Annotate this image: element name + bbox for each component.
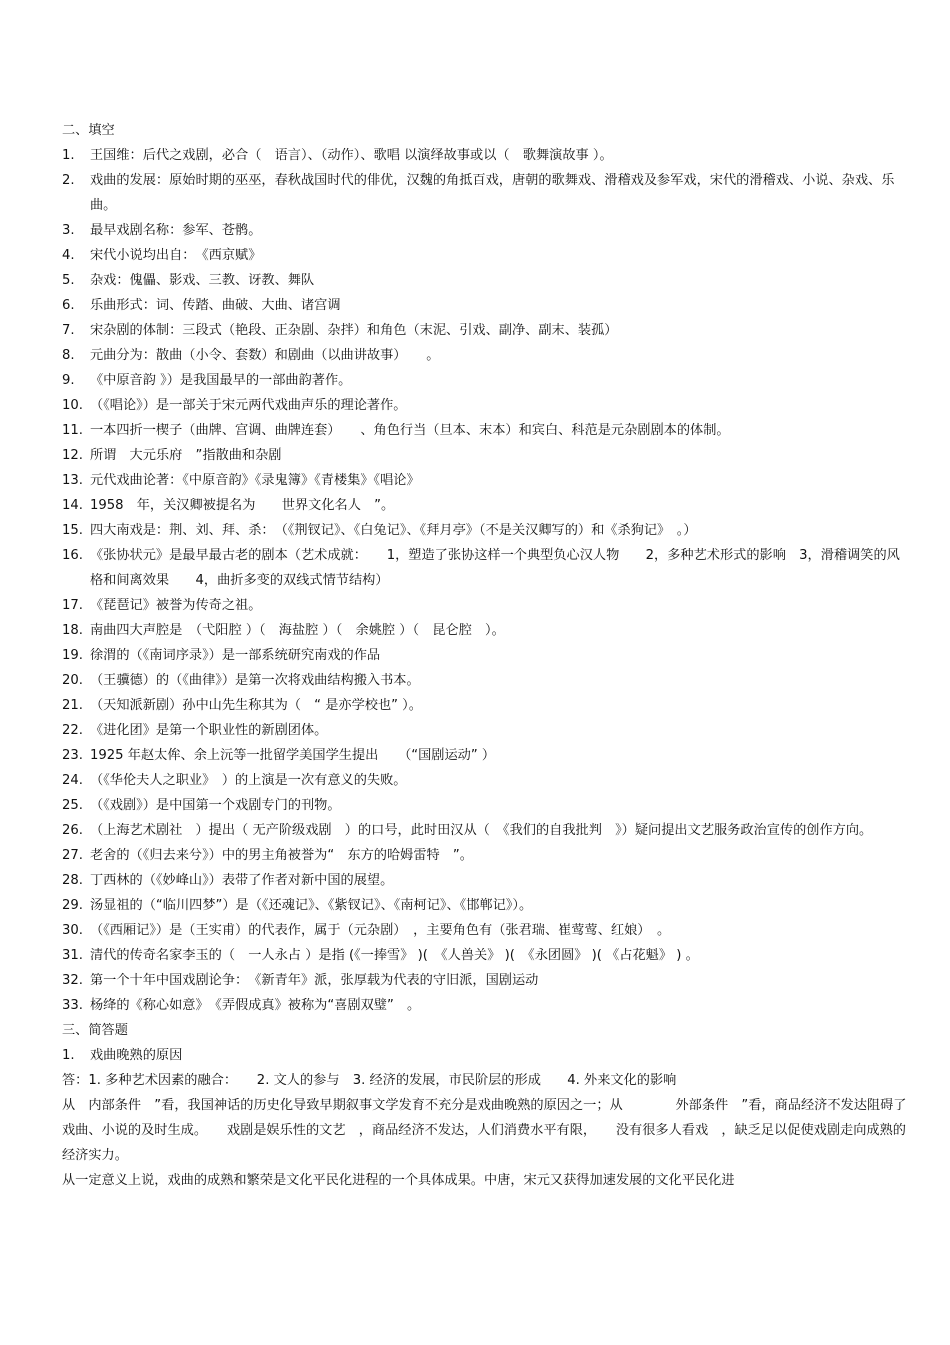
list-item [62, 843, 912, 868]
list-item [62, 268, 912, 293]
list-item [62, 293, 912, 318]
item-text: （天知派新剧）孙中山先生称其为（ “ 是亦学校也” ）。 [90, 698, 422, 713]
item-number: 15. [62, 523, 83, 538]
list-item [62, 768, 912, 793]
item-text: （《戏剧》）是中国第一个戏剧专门的刊物。 [90, 798, 341, 813]
item-number: 33. [62, 998, 83, 1013]
list-item [62, 243, 912, 268]
item-text: 杨绛的《称心如意》 《弄假成真》被称为“喜剧双璧” 。 [90, 998, 421, 1013]
item-number: 8. [62, 348, 75, 363]
list-item [62, 618, 912, 643]
item-number: 22. [62, 723, 83, 738]
item-number: 20. [62, 673, 83, 688]
list-item [62, 318, 912, 343]
item-number: 21. [62, 698, 83, 713]
item-text: 老舍的（《归去来兮》）中的男主角被誉为“ 东方的哈姆雷特 ”。 [90, 848, 473, 863]
item-text: （《唱论》）是一部关于宋元两代戏曲声乐的理论著作。 [90, 398, 407, 413]
item-number: 4. [62, 248, 75, 263]
item-text: 最早戏剧名称：参军、苍鹘。 [90, 223, 262, 238]
list-item [62, 818, 912, 843]
list-item [62, 943, 912, 968]
item-text: （上海艺术剧社 ）提出（ 无产阶级戏剧 ）的口号，此时田汉从（ 《我们的自我批判 》）疑问提出文艺服务政治宣传的创作方向。 [90, 823, 873, 838]
list-item [62, 993, 912, 1018]
item-text: （《西厢记》）是（王实甫）的代表作，属于（元杂剧） ，主要角色有（张君瑞、崔莺莺、红娘） 。 [90, 923, 671, 938]
item-text: 汤显祖的（“临川四梦”）是（《还魂记》、《紫钗记》、《南柯记》、《邯郸记》）。 [90, 898, 533, 913]
list-item [62, 918, 912, 943]
item-text: 一本四折一楔子（曲牌、宫调、曲牌连套） 、角色行当（旦本、末本）和宾白、科范是元杂剧剧本的体制。 [90, 423, 730, 438]
item-number: 18. [62, 623, 83, 638]
item-number: 10. [62, 398, 83, 413]
list-item [62, 643, 912, 668]
item-number: 5. [62, 273, 75, 288]
item-text: 《张协状元》是最早最古老的剧本（艺术成就： 1，塑造了张协这样一个典型负心汉人物 2，多种艺术形式的影响 3，滑稽调笑的风格和间离效果 4，曲折多变的双线式情节结构） [90, 548, 900, 588]
list-item [62, 518, 912, 543]
question-number: 1. [62, 1048, 75, 1063]
list-item [62, 743, 912, 768]
item-number: 31. [62, 948, 83, 963]
item-text: 《中原音韵 》）是我国最早的一部曲韵著作。 [90, 373, 352, 388]
question-text: 戏曲晚熟的原因 [90, 1048, 183, 1063]
item-number: 30. [62, 923, 83, 938]
list-item [62, 793, 912, 818]
list-item [62, 668, 912, 693]
list-item [62, 968, 912, 993]
item-number: 6. [62, 298, 75, 313]
list-item [62, 418, 912, 443]
list-item [62, 218, 912, 243]
item-text: 1958 年，关汉卿被提名为 世界文化名人 ”。 [90, 498, 395, 513]
item-text: 元曲分为：散曲（小令、套数）和剧曲（以曲讲故事） 。 [90, 348, 440, 363]
list-item [62, 343, 912, 368]
item-text: 徐渭的（《南词序录》）是一部系统研究南戏的作品 [90, 648, 381, 663]
list-item [62, 393, 912, 418]
list-item [62, 693, 912, 718]
list-item [62, 493, 912, 518]
item-number: 9. [62, 373, 75, 388]
section-heading-short-answer: 三、简答题 [62, 1023, 128, 1038]
item-number: 28. [62, 873, 83, 888]
item-text: （王骥德）的（《曲律》）是第一次将戏曲结构搬入书本。 [90, 673, 420, 688]
list-item [62, 718, 912, 743]
list-item [62, 168, 912, 218]
document-content [62, 118, 912, 1193]
fill-in-list [62, 143, 912, 1018]
item-number: 24. [62, 773, 83, 788]
item-number: 26. [62, 823, 83, 838]
answer-paragraph-2: 从一定意义上说，戏曲的成熟和繁荣是文化平民化进程的一个具体成果。中唐，宋元又获得加速发展的文化平民化进 [62, 1173, 735, 1188]
item-number: 16. [62, 548, 83, 563]
item-number: 1. [62, 148, 75, 163]
item-text: 乐曲形式：词、传踏、曲破、大曲、诸宫调 [90, 298, 341, 313]
item-text: 宋代小说均出自： 《西京赋》 [90, 248, 262, 263]
item-text: 元代戏曲论著：《中原音韵》《录鬼簿》《青楼集》《唱论》 [90, 473, 420, 488]
answer-paragraph-1: 从 内部条件 ”看，我国神话的历史化导致早期叙事文学发育不充分是戏曲晚熟的原因之一；从 外部条件 ”看，商品经济不发达阻碍了戏曲、小说的及时生成。 戏剧是娱乐性的文艺 ，商品经济不发达，人们消费水平有限， 没有很多人看戏 ，缺乏足以促使戏剧走向成熟的经济实力。 [62, 1098, 907, 1163]
item-number: 14. [62, 498, 83, 513]
list-item [62, 593, 912, 618]
item-text: 所谓 大元乐府 ”指散曲和杂剧 [90, 448, 282, 463]
item-text: 戏曲的发展：原始时期的巫巫，春秋战国时代的俳优，汉魏的角抵百戏，唐朝的歌舞戏、滑稽戏及参军戏，宋代的滑稽戏、小说、杂戏、乐曲。 [90, 173, 895, 213]
item-text: （《华伦夫人之职业》 ）的上演是一次有意义的失败。 [90, 773, 407, 788]
item-text: 1925 年赵太侔、余上沅等一批留学美国学生提出 （“国剧运动” ） [90, 748, 496, 763]
item-number: 32. [62, 973, 83, 988]
list-item [62, 468, 912, 493]
item-text: 王国维：后代之戏剧，必合（ 语言）、（动作）、歌唱 以演绎故事或以（ 歌舞演故事 ）。 [90, 148, 613, 163]
item-number: 19. [62, 648, 83, 663]
item-number: 17. [62, 598, 83, 613]
list-item [62, 543, 912, 593]
item-text: 第一个十年中国戏剧论争： 《新青年》派，张厚载为代表的守旧派，国剧运动 [90, 973, 539, 988]
item-number: 13. [62, 473, 83, 488]
item-text: 宋杂剧的体制：三段式（艳段、正杂剧、杂拌）和角色（末泥、引戏、副净、副末、装孤） [90, 323, 618, 338]
item-number: 27. [62, 848, 83, 863]
item-number: 11. [62, 423, 83, 438]
list-item [62, 868, 912, 893]
item-text: 《琵琶记》被誉为传奇之祖。 [90, 598, 262, 613]
list-item [62, 368, 912, 393]
item-text: 南曲四大声腔是 （弋阳腔 ）（ 海盐腔 ）（ 余姚腔 ）（ 昆仑腔 ）。 [90, 623, 505, 638]
list-item [62, 443, 912, 468]
item-text: 杂戏：傀儡、影戏、三教、讶教、舞队 [90, 273, 315, 288]
answer-line: 答：1. 多种艺术因素的融合： 2. 文人的参与 3. 经济的发展，市民阶层的形成 4. 外来文化的影响 [62, 1073, 677, 1088]
item-number: 25. [62, 798, 83, 813]
item-number: 29. [62, 898, 83, 913]
item-text: 四大南戏是：荆、刘、拜、杀： （《荆钗记》、《白兔记》、《拜月亭》（不是关汉卿写的）和《杀狗记》 。） [90, 523, 697, 538]
item-number: 23. [62, 748, 83, 763]
item-number: 3. [62, 223, 75, 238]
list-item [62, 143, 912, 168]
item-number: 2. [62, 173, 75, 188]
question-item [62, 1043, 912, 1068]
section-heading-fill-in: 二、填空 [62, 123, 115, 138]
item-text: 《进化团》是第一个职业性的新剧团体。 [90, 723, 328, 738]
item-text: 清代的传奇名家李玉的（ 一人永占 ）是指 (《一捧雪》 )( 《人兽关》 )( 《永团圆》 )( 《占花魁》 ) 。 [90, 948, 699, 963]
item-number: 7. [62, 323, 75, 338]
list-item [62, 893, 912, 918]
item-number: 12. [62, 448, 83, 463]
item-text: 丁西林的（《妙峰山》）表带了作者对新中国的展望。 [90, 873, 394, 888]
